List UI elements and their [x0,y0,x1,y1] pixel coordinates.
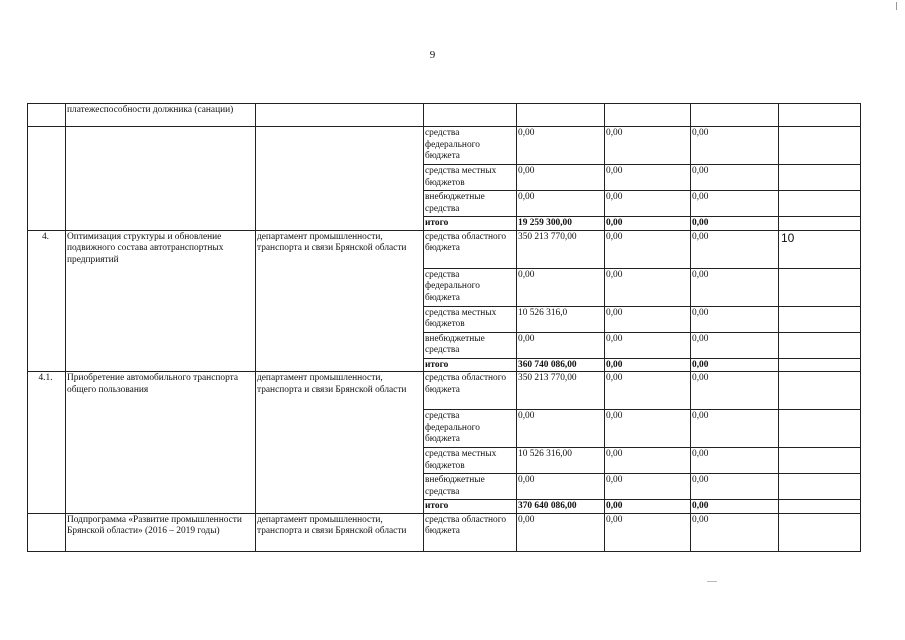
amount-cell: 0,00 [691,165,779,191]
amount-cell: 0,00 [605,268,691,306]
amount-cell [605,104,691,127]
amount-cell: 0,00 [605,358,691,372]
table-body [28,104,861,552]
funding-source-cell [424,104,517,127]
page-number: 9 [429,49,436,61]
department-cell [256,104,424,127]
department-cell: департамент промышленности, транспорта и связи Брянской области [256,513,424,551]
extra-cell [779,332,861,358]
amount-cell: 0,00 [691,332,779,358]
scan-edge-mark [896,2,897,10]
amount-cell: 0,00 [691,191,779,217]
amount-cell: 0,00 [517,332,605,358]
extra-cell [779,191,861,217]
amount-cell: 0,00 [605,500,691,514]
item-number-cell [28,513,66,551]
amount-cell: 0,00 [691,448,779,474]
funding-source-cell: итого [424,500,517,514]
amount-cell: 0,00 [691,217,779,231]
extra-cell [779,306,861,332]
funding-source-cell: итого [424,217,517,231]
department-cell: департамент промышленности, транспорта и связи Брянской области [256,372,424,514]
funding-source-cell: итого [424,358,517,372]
funding-source-cell: средства областного бюджета [424,230,517,268]
extra-cell [779,268,861,306]
amount-cell: 0,00 [691,358,779,372]
funding-source-cell: средства областного бюджета [424,513,517,551]
amount-cell: 370 640 086,00 [517,500,605,514]
amount-cell [517,104,605,127]
extra-cell [779,165,861,191]
amount-cell: 0,00 [605,474,691,500]
table-row [28,127,861,165]
amount-cell: 0,00 [517,165,605,191]
amount-cell: 0,00 [605,191,691,217]
table-row [28,513,861,551]
funding-source-cell: средства федерального бюджета [424,410,517,448]
amount-cell: 0,00 [517,127,605,165]
measure-name-cell [66,127,256,231]
measure-name-cell: Оптимизация структуры и обновление подвижного состава автотранспортных предприятий [66,230,256,372]
amount-cell: 0,00 [691,127,779,165]
amount-cell: 0,00 [691,474,779,500]
amount-cell: 0,00 [691,500,779,514]
amount-cell: 0,00 [691,268,779,306]
funding-source-cell: внебюджетные средства [424,474,517,500]
department-cell: департамент промышленности, транспорта и связи Брянской области [256,230,424,372]
budget-table [27,103,861,552]
amount-cell: 0,00 [691,230,779,268]
funding-source-cell: средства областного бюджета [424,372,517,410]
amount-cell: 0,00 [517,410,605,448]
item-number-cell: 4. [28,230,66,372]
amount-cell: 0,00 [691,410,779,448]
amount-cell: 0,00 [517,474,605,500]
funding-source-cell: средства федерального бюджета [424,127,517,165]
extra-cell [779,410,861,448]
amount-cell: 0,00 [605,165,691,191]
scan-artifact [707,581,717,582]
extra-cell [779,448,861,474]
amount-cell: 0,00 [605,332,691,358]
amount-cell: 0,00 [605,127,691,165]
amount-cell: 0,00 [605,410,691,448]
amount-cell: 360 740 086,00 [517,358,605,372]
amount-cell: 0,00 [517,513,605,551]
amount-cell: 0,00 [691,513,779,551]
extra-cell [779,500,861,514]
item-number-cell [28,104,66,127]
extra-cell [779,358,861,372]
amount-cell: 10 526 316,00 [517,448,605,474]
funding-source-cell: внебюджетные средства [424,332,517,358]
extra-cell [779,217,861,231]
extra-cell [779,127,861,165]
extra-cell [779,104,861,127]
amount-cell: 0,00 [605,230,691,268]
table-row [28,372,861,410]
funding-source-cell: внебюджетные средства [424,191,517,217]
amount-cell: 350 213 770,00 [517,372,605,410]
amount-cell: 0,00 [605,513,691,551]
amount-cell: 0,00 [691,306,779,332]
amount-cell: 0,00 [517,268,605,306]
funding-source-cell: средства местных бюджетов [424,306,517,332]
table-row [28,104,861,127]
amount-cell: 350 213 770,00 [517,230,605,268]
amount-cell: 0,00 [605,217,691,231]
funding-source-cell: средства местных бюджетов [424,165,517,191]
amount-cell [691,104,779,127]
extra-cell [779,474,861,500]
measure-name-cell: Приобретение автомобильного транспорта общего пользования [66,372,256,514]
funding-source-cell: средства федерального бюджета [424,268,517,306]
item-number-cell: 4.1. [28,372,66,514]
table-row [28,230,861,268]
amount-cell: 0,00 [605,372,691,410]
amount-cell: 0,00 [605,306,691,332]
extra-cell: 10 [779,230,861,268]
funding-source-cell: средства местных бюджетов [424,448,517,474]
amount-cell: 10 526 316,0 [517,306,605,332]
amount-cell: 0,00 [691,372,779,410]
amount-cell: 0,00 [517,191,605,217]
extra-cell [779,513,861,551]
item-number-cell [28,127,66,231]
extra-cell [779,372,861,410]
department-cell [256,127,424,231]
amount-cell: 19 259 300,00 [517,217,605,231]
measure-name-cell: платежеспособности должника (санации) [66,104,256,127]
measure-name-cell: Подпрограмма «Развитие промышленности Брянской области» (2016 – 2019 годы) [66,513,256,551]
amount-cell: 0,00 [605,448,691,474]
